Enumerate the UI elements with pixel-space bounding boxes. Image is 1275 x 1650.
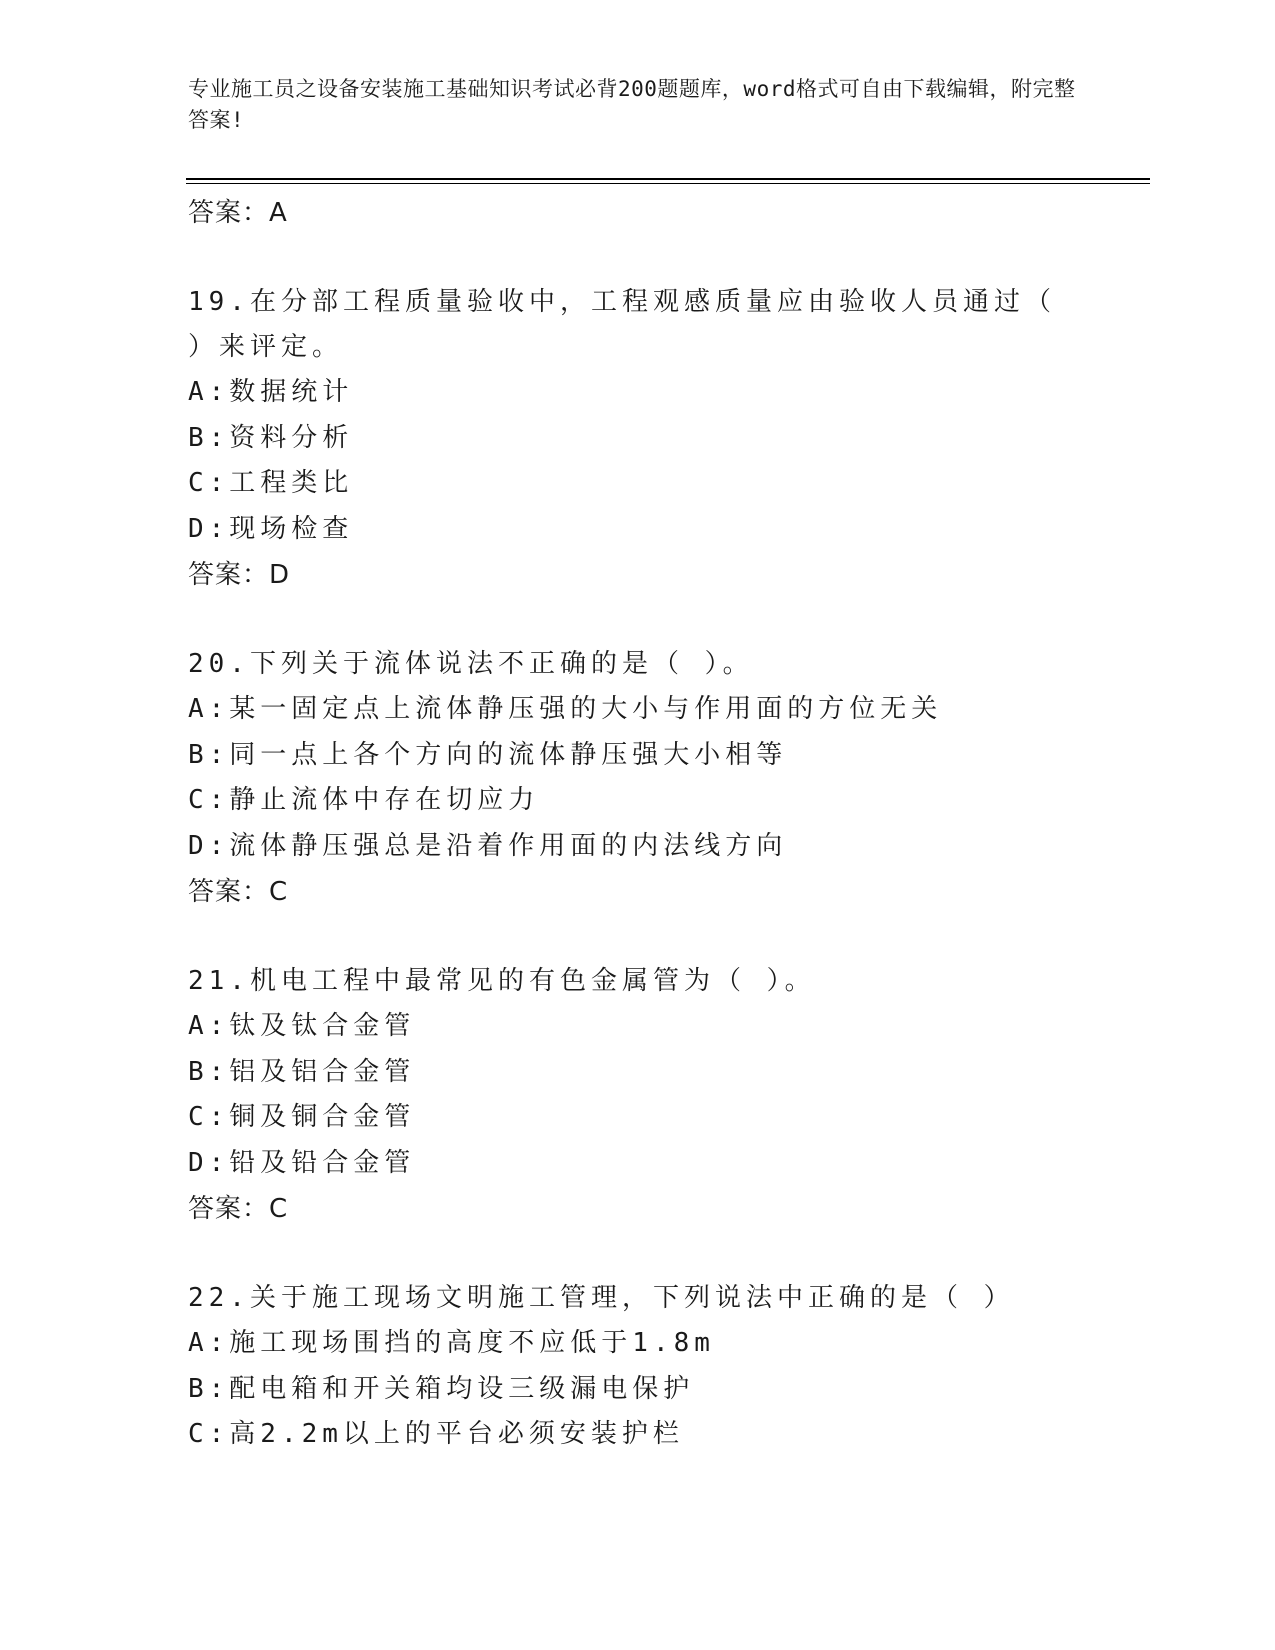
answer-line: 答案：A <box>188 198 288 228</box>
option-d: D:现场检查 <box>188 513 354 544</box>
option-d: D:流体静压强总是沿着作用面的内法线方向 <box>188 830 788 861</box>
question-stem: 22.关于施工现场文明施工管理，下列说法中正确的是（ ） <box>188 1283 1015 1313</box>
document-title: 专业施工员之设备安装施工基础知识考试必背200题题库，word格式可自由下载编辑，附完整答案! <box>188 77 1076 132</box>
option-a: A:施工现场围挡的高度不应低于1.8m <box>188 1328 715 1358</box>
answer-line: 答案：C <box>188 877 289 907</box>
option-b: B:资料分析 <box>188 422 354 453</box>
question-list <box>188 190 1088 1458</box>
answer-line: 答案：C <box>188 1194 289 1224</box>
question-21 <box>188 959 1088 1232</box>
page-header <box>188 74 1088 136</box>
option-b: B:铝及铝合金管 <box>188 1056 416 1087</box>
question-stem: 19.在分部工程质量验收中，工程观感质量应由验收人员通过（ ）来评定。 <box>188 287 1056 362</box>
option-c: C:工程类比 <box>188 468 354 498</box>
option-c: C:高2.2m以上的平台必须安装护栏 <box>188 1419 684 1449</box>
header-divider <box>186 178 1150 184</box>
question-stem: 21.机电工程中最常见的有色金属管为（ ）。 <box>188 966 816 996</box>
option-d: D:铅及铅合金管 <box>188 1147 416 1178</box>
option-b: B:配电箱和开关箱均设三级漏电保护 <box>188 1373 695 1404</box>
option-c: C:静止流体中存在切应力 <box>188 785 540 815</box>
answer-line: 答案：D <box>188 560 291 590</box>
question-20 <box>188 642 1088 915</box>
question-stem: 20.下列关于流体说法不正确的是（ ）。 <box>188 649 754 679</box>
question-22 <box>188 1276 1088 1458</box>
option-c: C:铜及铜合金管 <box>188 1102 416 1132</box>
option-b: B:同一点上各个方向的流体静压强大小相等 <box>188 739 788 770</box>
option-a: A:数据统计 <box>188 377 354 407</box>
option-a: A:钛及钛合金管 <box>188 1011 416 1041</box>
option-a: A:某一固定点上流体静压强的大小与作用面的方位无关 <box>188 694 943 724</box>
question-19 <box>188 280 1088 598</box>
